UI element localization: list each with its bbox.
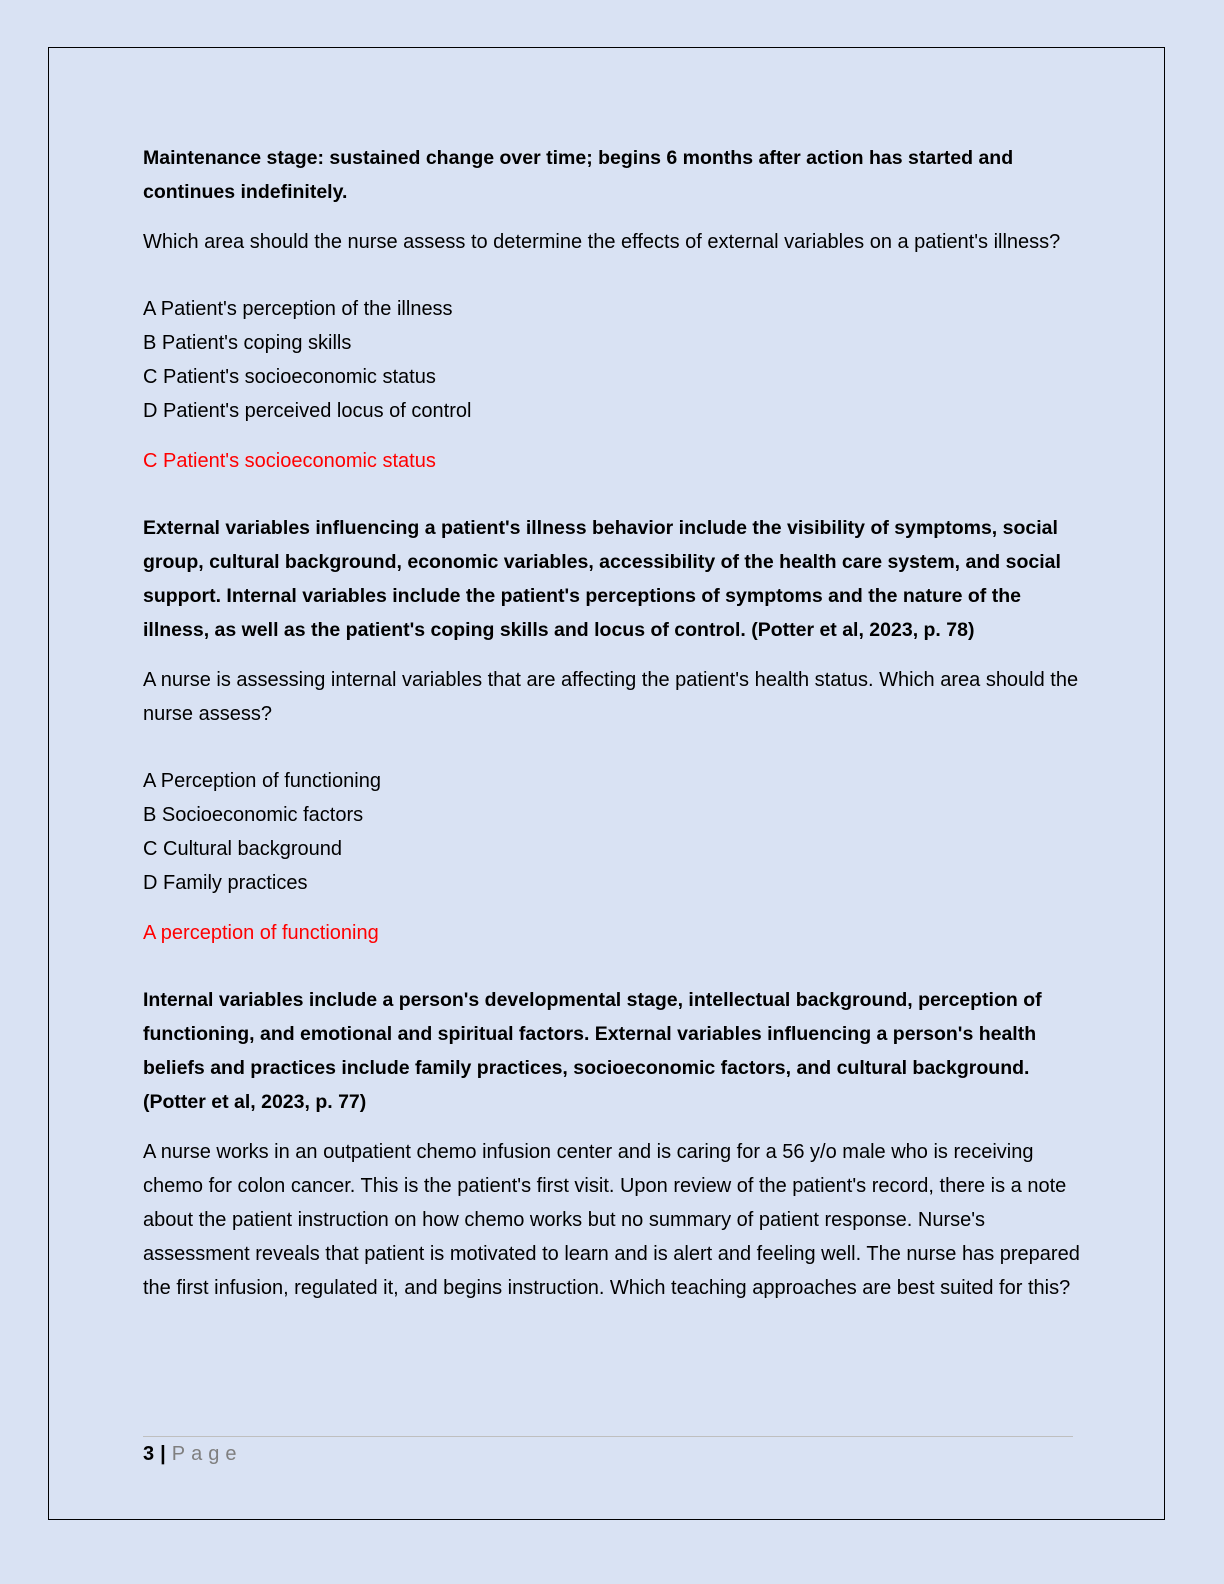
question-1-option-b: B Patient's coping skills bbox=[143, 332, 352, 354]
question-1-answer: C Patient's socioeconomic status bbox=[143, 450, 436, 472]
question-1-option-c: C Patient's socioeconomic status bbox=[143, 366, 436, 388]
question-2-options bbox=[143, 764, 1081, 900]
page-number: 3 bbox=[143, 1443, 155, 1465]
question-2: A nurse is assessing internal variables that are affecting the patient's health status. Which area should the nurse assess? bbox=[143, 669, 1079, 725]
footer-divider bbox=[143, 1436, 1073, 1437]
question-2-answer: A perception of functioning bbox=[143, 922, 379, 944]
question-2-option-d: D Family practices bbox=[143, 872, 308, 894]
question-1-rationale: External variables influencing a patient's illness behavior include the visibility of symptoms, social group, cultural background, economic variables, accessibility of the health care system, and social support. Internal variables include the patient's perceptions of symptoms and the nature of the illness, as well as the patient's coping skills and locus of control. (Potter et al, 2023, p. 78) bbox=[143, 517, 1061, 641]
question-1-option-d: D Patient's perceived locus of control bbox=[143, 400, 472, 422]
footer-separator: | bbox=[160, 1443, 166, 1465]
question-1: Which area should the nurse assess to determine the effects of external variables on a patient's illness? bbox=[143, 231, 1061, 253]
question-1-option-a: A Patient's perception of the illness bbox=[143, 298, 453, 320]
question-2-option-c: C Cultural background bbox=[143, 838, 342, 860]
question-2-rationale: Internal variables include a person's developmental stage, intellectual background, perception of functioning, and emotional and spiritual factors. External variables influencing a person's health beliefs and practices include family practices, socioeconomic factors, and cultural background. (Potter et al, 2023, p. 77) bbox=[143, 989, 1042, 1113]
page-label: Page bbox=[171, 1443, 243, 1465]
question-2-option-a: A Perception of functioning bbox=[143, 770, 381, 792]
question-1-options bbox=[143, 292, 1081, 428]
maintenance-stage-text: Maintenance stage: sustained change over time; begins 6 months after action has started and continues indefinitely. bbox=[143, 147, 1014, 203]
question-3: A nurse works in an outpatient chemo infusion center and is caring for a 56 y/o male who is receiving chemo for colon cancer. This is the patient's first visit. Upon review of the patient's record, there is a note about the patient instruction on how chemo works but no summary of patient response. Nurse's assessment reveals that patient is motivated to learn and is alert and feeling well. The nurse has prepared the first infusion, regulated it, and begins instruction. Which teaching approaches are best suited for this? bbox=[143, 1141, 1080, 1299]
document-body bbox=[143, 141, 1081, 1305]
page-footer bbox=[143, 1440, 242, 1468]
question-2-option-b: B Socioeconomic factors bbox=[143, 804, 364, 826]
